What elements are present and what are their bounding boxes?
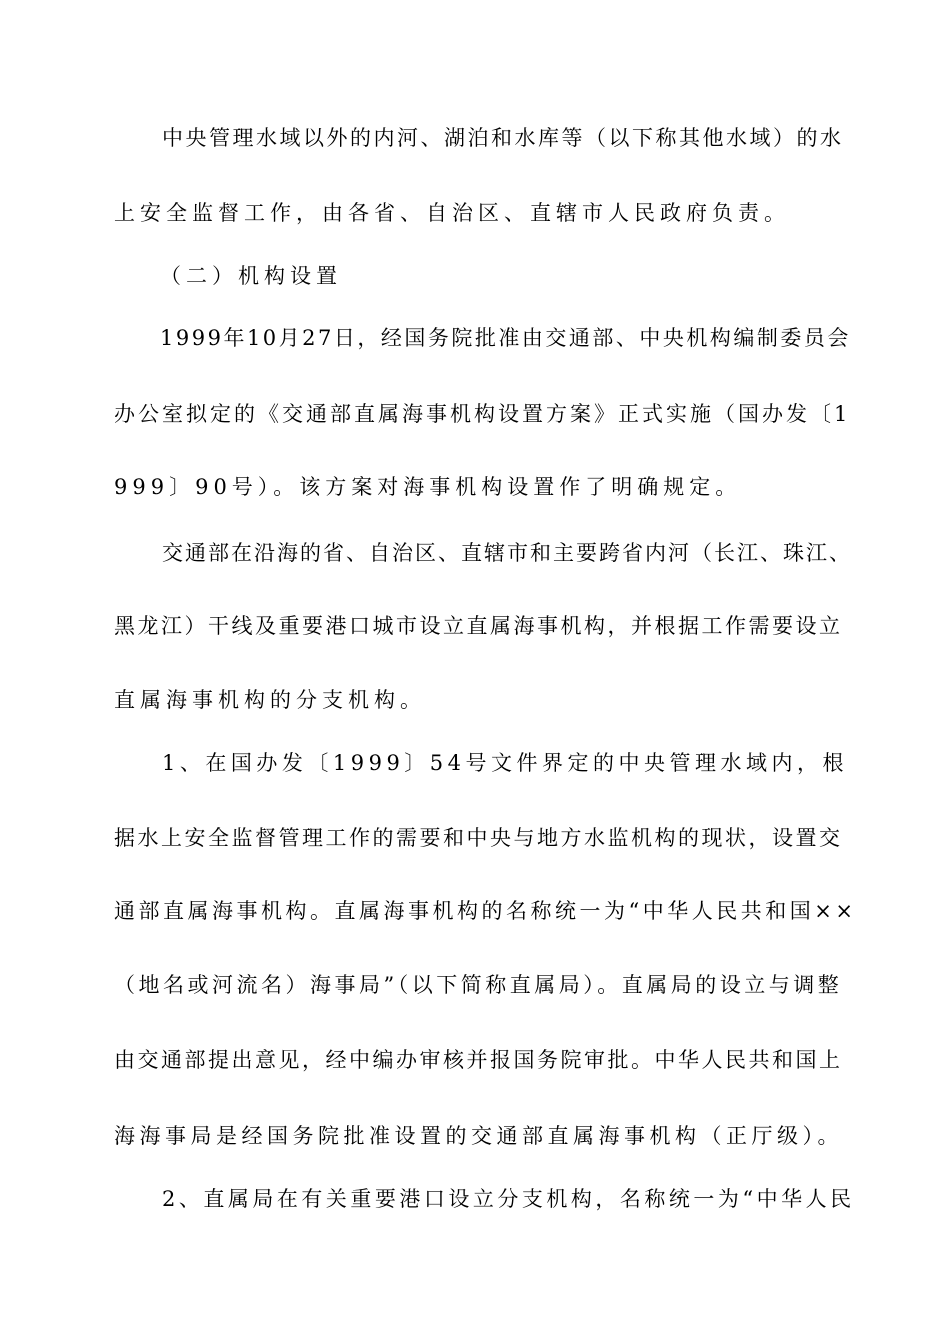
paragraph-line-11: 据水上安全监督管理工作的需要和中央与地方水监机构的现状，设置交 [114, 826, 843, 850]
paragraph-line-10: 1、在国办发〔1999〕54号文件界定的中央管理水域内，根 [162, 751, 849, 775]
paragraph-line-15: 海海事局是经国务院批准设置的交通部直属海事机构（正厅级）。 [114, 1124, 843, 1148]
paragraph-line-7: 交通部在沿海的省、自治区、直辖市和主要跨省内河（长江、珠江、 [162, 541, 852, 565]
paragraph-line-12: 通部直属海事机构。直属海事机构的名称统一为“中华人民共和国×× [114, 899, 857, 923]
paragraph-line-8: 黑龙江）干线及重要港口城市设立直属海事机构，并根据工作需要设立 [114, 614, 843, 638]
section-heading: （二）机构设置 [160, 264, 342, 288]
paragraph-line-5: 办公室拟定的《交通部直属海事机构设置方案》正式实施（国办发〔1 [114, 402, 851, 426]
paragraph-line-2: 上安全监督工作，由各省、自治区、直辖市人民政府负责。 [114, 201, 790, 225]
paragraph-line-14: 由交通部提出意见，经中编办审核并报国务院审批。中华人民共和国上 [114, 1048, 843, 1072]
paragraph-line-16: 2、直属局在有关重要港口设立分支机构，名称统一为“中华人民 [162, 1187, 855, 1211]
paragraph-line-4: 1999年10月27日，经国务院批准由交通部、中央机构编制委员会 [160, 326, 851, 350]
paragraph-line-1: 中央管理水域以外的内河、湖泊和水库等（以下称其他水域）的水 [162, 126, 844, 150]
paragraph-line-13: （地名或河流名）海事局”（以下简称直属局）。直属局的设立与调整 [114, 973, 843, 997]
paragraph-line-6: 999〕90号）。该方案对海事机构设置作了明确规定。 [114, 475, 742, 499]
paragraph-line-9: 直属海事机构的分支机构。 [114, 688, 426, 712]
